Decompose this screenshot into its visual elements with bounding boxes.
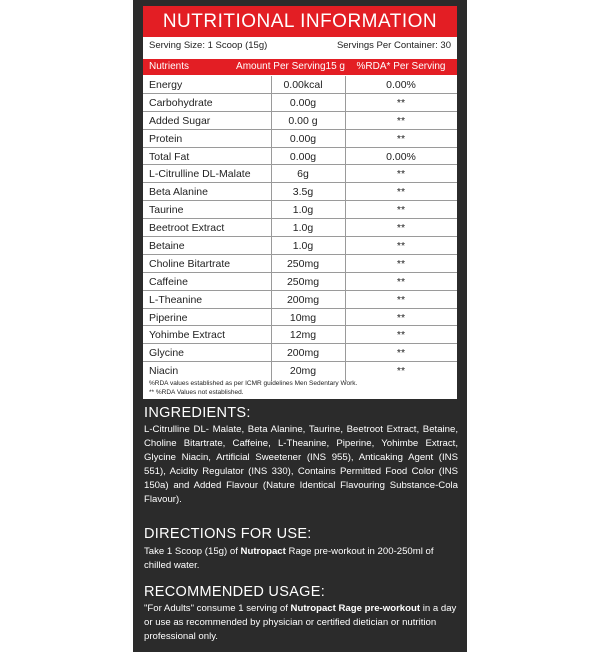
table-row — [143, 219, 457, 237]
nutrient-rda: ** — [396, 365, 406, 378]
nutrient-name: Beta Alanine — [149, 186, 208, 199]
usage-text — [144, 602, 458, 644]
table-row — [143, 255, 457, 273]
servings-per-container: Servings Per Container: 30 — [336, 40, 451, 51]
nutrient-amount: 1.0g — [292, 240, 314, 253]
table-row — [143, 112, 457, 130]
nutrient-name: L-Theanine — [149, 293, 203, 306]
nutrient-amount: 3.5g — [292, 186, 314, 199]
nutrient-amount: 200mg — [286, 293, 320, 306]
directions-text-b: Rage pre-workout in 200-250ml of chilled water. — [144, 546, 434, 571]
nutrient-name: Energy — [149, 79, 183, 91]
nutrient-rows — [143, 76, 457, 380]
nutrient-amount: 200mg — [286, 347, 320, 360]
table-row — [143, 291, 457, 309]
nutrient-amount: 6g — [297, 168, 309, 181]
nutrition-table — [143, 6, 457, 399]
table-row — [143, 130, 457, 148]
directions-title: DIRECTIONS FOR USE: — [144, 526, 312, 542]
rda-not-established-note: ** %RDA Values not established. — [149, 389, 244, 396]
usage-text-b: in a day or use as recommended by physician or certified dietician or nutrition professional only. — [144, 603, 457, 642]
directions-text-a: Take 1 Scoop (15g) of — [144, 546, 241, 557]
nutrient-rda: ** — [396, 132, 406, 145]
nutrient-amount: 250mg — [286, 257, 320, 270]
nutrient-rda: ** — [396, 168, 406, 181]
table-row — [143, 326, 457, 344]
ingredients-title: INGREDIENTS: — [144, 405, 251, 421]
nutrient-name: Niacin — [149, 365, 179, 378]
nutrient-amount: 250mg — [286, 275, 320, 288]
nutrient-rda: ** — [396, 257, 406, 270]
nutrient-amount: 0.00kcal — [283, 79, 323, 91]
nutrient-name: Piperine — [149, 311, 188, 324]
table-row — [143, 183, 457, 201]
table-row — [143, 94, 457, 112]
nutrient-name: L-Citrulline DL-Malate — [149, 168, 251, 181]
usage-text-a: "For Adults" consume 1 serving of — [144, 603, 291, 614]
nutrient-rda: ** — [396, 347, 406, 360]
table-row — [143, 309, 457, 327]
table-row — [143, 273, 457, 291]
nutrient-name: Added Sugar — [149, 114, 211, 127]
table-row — [143, 148, 457, 166]
nutrient-amount: 0.00 g — [288, 114, 318, 127]
nutrient-amount: 10mg — [289, 311, 317, 324]
table-row — [143, 237, 457, 255]
nutrient-name: Total Fat — [149, 150, 190, 163]
nutrient-amount: 0.00g — [289, 132, 317, 145]
table-row — [143, 165, 457, 183]
serving-size: Serving Size: 1 Scoop (15g) — [149, 40, 268, 51]
nutrient-rda: ** — [396, 186, 406, 199]
nutrient-rda: ** — [396, 329, 406, 342]
table-row — [143, 201, 457, 219]
nutrient-rda: ** — [396, 293, 406, 306]
table-header — [143, 59, 457, 75]
header-rda: %RDA* Per Serving — [356, 61, 446, 72]
nutrient-rda: ** — [396, 222, 406, 235]
header-amount: Amount Per Serving15 g — [236, 61, 345, 72]
table-row — [143, 362, 457, 380]
nutrient-name: Glycine — [149, 347, 185, 360]
header-nutrients: Nutrients — [149, 61, 190, 72]
nutrient-name: Carbohydrate — [149, 96, 213, 109]
nutrient-rda: 0.00% — [386, 150, 416, 163]
usage-title: RECOMMENDED USAGE: — [144, 584, 326, 600]
nutrient-name: Yohimbe Extract — [149, 329, 226, 342]
nutrient-rda: ** — [396, 114, 406, 127]
nutrient-name: Protein — [149, 132, 183, 145]
ingredients-text: L-Citrulline DL- Malate, Beta Alanine, Taurine, Beetroot Extract, Betaine, Choline Bitartrate, Caffeine, L-Theanine, Piperine, Yohimbe Extract, Glycine Niacin, Artificial Sweetener (INS 955), Anticaking Agent (INS 551), Acidity Regulator (INS 330), Contains Permitted Food Color (INS 150a) and Added Flavour (Nature Identical Flavouring Substance-Cola Flavour). — [144, 424, 458, 505]
nutrient-amount: 0.00g — [289, 150, 317, 163]
table-row — [143, 344, 457, 362]
nutrient-amount: 1.0g — [292, 204, 314, 217]
rda-note: %RDA values established as per ICMR guidelines Men Sedentary Work. — [149, 380, 358, 387]
table-row — [143, 76, 457, 94]
nutrition-title: NUTRITIONAL INFORMATION — [143, 6, 457, 37]
nutrient-name: Beetroot Extract — [149, 222, 225, 235]
nutrient-amount: 12mg — [289, 329, 317, 342]
nutrient-amount: 20mg — [289, 365, 317, 378]
nutrient-name: Betaine — [149, 240, 185, 253]
nutrient-name: Taurine — [149, 204, 184, 217]
nutrient-rda: ** — [396, 275, 406, 288]
directions-text — [144, 545, 458, 573]
nutrient-name: Caffeine — [149, 275, 188, 288]
nutrient-rda: 0.00% — [386, 79, 416, 91]
nutrient-rda: ** — [396, 240, 406, 253]
directions-brand: Nutropact — [240, 546, 286, 557]
nutrient-amount: 0.00g — [289, 96, 317, 109]
nutrient-rda: ** — [396, 204, 406, 217]
nutrient-name: Choline Bitartrate — [149, 257, 231, 270]
nutrient-rda: ** — [396, 311, 406, 324]
usage-brand-product: Nutropact Rage pre-workout — [290, 603, 421, 614]
nutrient-rda: ** — [396, 96, 406, 109]
nutrient-amount: 1.0g — [292, 222, 314, 235]
